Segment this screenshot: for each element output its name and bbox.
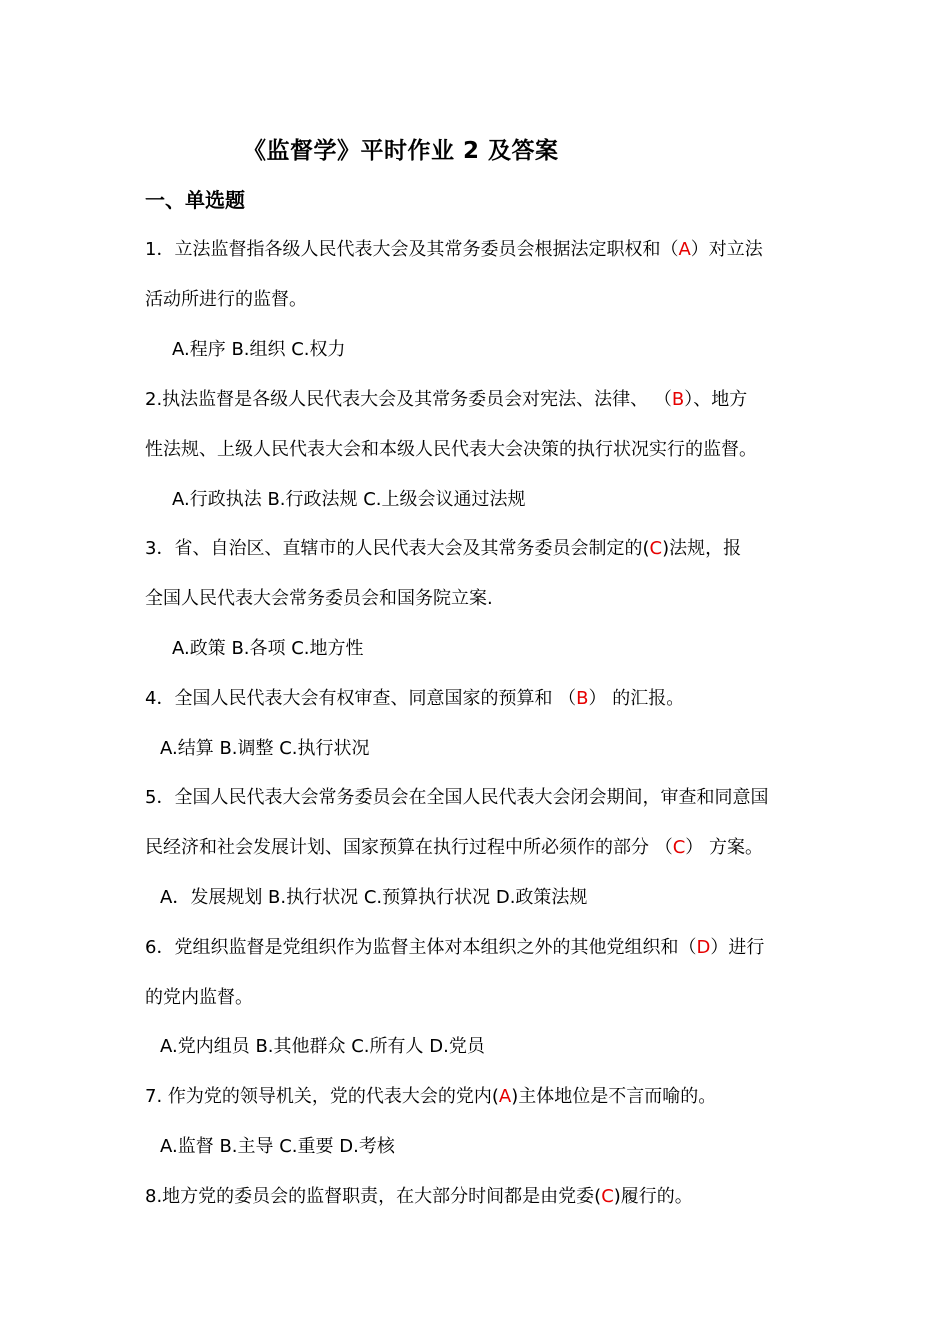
question-7-options: A.监督 B.主导 C.重要 D.考核 [160,1136,395,1157]
question-3-line-1 [145,536,741,562]
question-1-line-1 [145,237,763,263]
answer-letter: A [678,239,691,260]
question-2-options: A.行政执法 B.行政法规 C.上级会议通过法规 [172,489,526,510]
question-6-line-2: 的党内监督。 [145,987,253,1008]
question-1-options: A.程序 B.组织 C.权力 [172,339,346,360]
question-5-options: A．发展规划 B.执行状况 C.预算执行状况 D.政策法规 [160,887,588,908]
question-5-line-1: 5．全国人民代表大会常务委员会在全国人民代表大会闭会期间，审查和同意国 [145,787,769,808]
question-5-line-2 [145,835,763,861]
question-text: 7. 作为党的领导机关，党的代表大会的党内( [145,1086,499,1107]
question-text: 2.执法监督是各级人民代表大会及其常务委员会对宪法、法律、 （ [145,389,672,410]
question-2-line-1 [145,387,747,413]
question-text: )法规，报 [662,538,742,559]
answer-letter: A [498,1086,512,1107]
question-text: ） 方案。 [685,837,764,858]
question-text: ）进行 [710,937,765,958]
question-6-line-1 [145,935,764,961]
question-text: 3．省、自治区、直辖市的人民代表大会及其常务委员会制定的( [145,538,650,559]
question-text: 6．党组织监督是党组织作为监督主体对本组织之外的其他党组织和（ [145,937,697,958]
question-text: ） 的汇报。 [588,688,685,709]
question-3-line-2: 全国人民代表大会常务委员会和国务院立案. [145,588,493,609]
answer-letter: C [649,538,663,559]
section-heading: 一、单选题 [145,188,245,212]
question-7-line-1 [145,1084,716,1110]
document-title: 《监督学》平时作业 2 及答案 [243,138,559,164]
question-8-line-1 [145,1184,693,1210]
question-text: 4．全国人民代表大会有权审查、同意国家的预算和 （ [145,688,577,709]
question-text: ）对立法 [690,239,763,260]
answer-letter: B [576,688,589,709]
question-text: )履行的。 [613,1186,693,1207]
question-text: 1．立法监督指各级人民代表大会及其常务委员会根据法定职权和（ [145,239,679,260]
answer-letter: B [671,389,685,410]
question-text: )主体地位是不言而喻的。 [511,1086,717,1107]
question-2-line-2: 性法规、上级人民代表大会和本级人民代表大会决策的执行状况实行的监督。 [145,439,757,460]
question-3-options: A.政策 B.各项 C.地方性 [172,638,364,659]
question-4-options: A.结算 B.调整 C.执行状况 [160,738,370,759]
question-1-line-2: 活动所进行的监督。 [145,289,307,310]
answer-letter: D [696,937,711,958]
answer-letter: C [672,837,686,858]
question-text: 民经济和社会发展计划、国家预算在执行过程中所必须作的部分 （ [145,837,673,858]
answer-letter: C [601,1186,614,1207]
question-text: ）、地方 [684,389,748,410]
question-text: 8.地方党的委员会的监督职责，在大部分时间都是由党委( [145,1186,602,1207]
question-4-line-1 [145,686,684,712]
question-6-options: A.党内组员 B.其他群众 C.所有人 D.党员 [160,1036,485,1057]
